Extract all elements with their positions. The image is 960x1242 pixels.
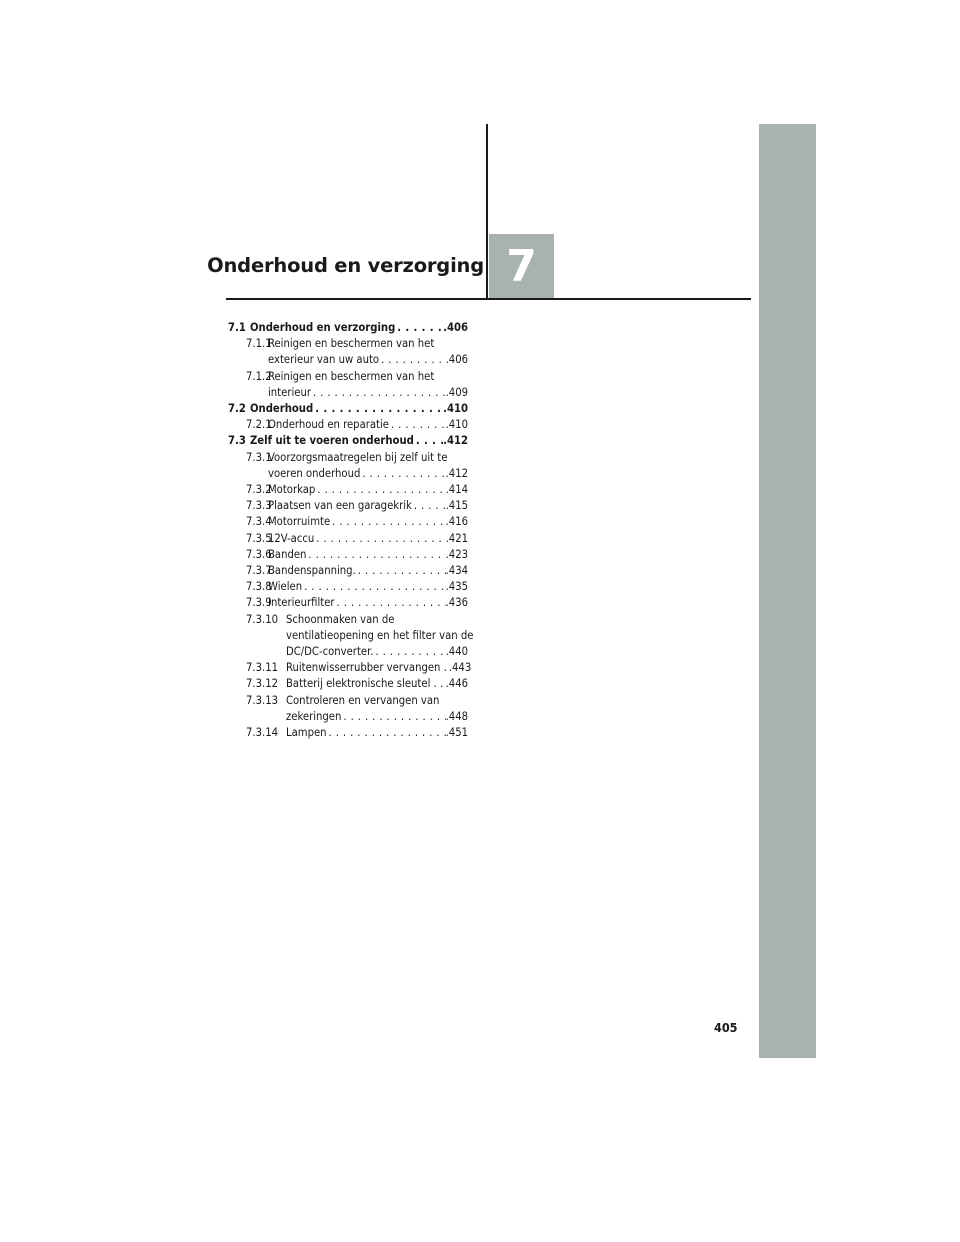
toc-entry-title: Motorkap: [268, 483, 316, 497]
toc-entry-title-line: Voorzorgsmaatregelen bij zelf uit te: [268, 450, 448, 464]
toc-entry-title: Interieurfilter: [268, 596, 335, 610]
toc-entry-number: 7.3.8: [246, 580, 272, 594]
toc-entry[interactable]: [228, 612, 474, 661]
toc-entry-title: exterieur van uw auto: [268, 353, 380, 367]
toc-entry[interactable]: [228, 514, 468, 530]
page-number: 405: [714, 1020, 738, 1035]
toc-entry-number: 7.1: [228, 321, 246, 334]
toc-dot-leader: [389, 417, 446, 433]
toc-entry-title: Plaatsen van een garagekrik: [268, 499, 412, 513]
toc-entry-page: .410: [443, 402, 468, 416]
toc-entry-title: Batterij elektronische sleutel . .: [286, 677, 444, 691]
toc-entry[interactable]: [228, 369, 468, 401]
toc-entry-number: 7.2: [228, 402, 246, 416]
toc-entry-title: Onderhoud en reparatie: [268, 418, 389, 432]
toc-entry-title: voeren onderhoud: [268, 466, 361, 480]
toc-entry[interactable]: [228, 336, 468, 368]
toc-entry-title: Motorruimte: [268, 515, 331, 529]
toc-dot-leader: [302, 579, 446, 595]
toc-entry-page: .414: [445, 483, 468, 497]
toc-entry-page: .410: [445, 418, 468, 432]
toc-entry[interactable]: [228, 482, 468, 498]
toc-entry-number: 7.1.1: [246, 337, 272, 351]
toc-entry[interactable]: [228, 320, 468, 336]
toc-entry-page: .415: [445, 499, 468, 513]
header-vertical-rule: [486, 124, 488, 300]
toc-entry-page: .421: [445, 531, 468, 545]
toc-entry-number: 7.2.1: [246, 418, 272, 432]
toc-dot-leader: [379, 352, 446, 368]
toc-entry-title: Onderhoud: [250, 402, 314, 416]
toc-dot-leader: [314, 531, 445, 547]
toc-entry-page: .412: [445, 466, 468, 480]
toc-entry[interactable]: [228, 725, 468, 741]
toc-entry[interactable]: [228, 693, 468, 725]
toc-entry-number: 7.3.14: [246, 726, 279, 740]
chapter-number-box: [489, 234, 554, 298]
chapter-side-tab: [759, 124, 816, 1058]
toc-dot-leader: [327, 725, 446, 741]
chapter-title: Onderhoud en verzorging: [207, 254, 484, 277]
toc-entry[interactable]: [228, 401, 468, 417]
toc-entry-title-line: Reinigen en beschermen van het: [268, 369, 435, 383]
toc-entry-page: .412: [443, 434, 468, 448]
toc-entry-page: .406: [445, 353, 468, 367]
toc-entry-page: .423: [445, 547, 468, 561]
toc-entry-page: .416: [445, 515, 468, 529]
toc-entry[interactable]: [228, 531, 468, 547]
toc-entry-number: 7.3.5: [246, 531, 272, 545]
toc-entry-title: interieur: [268, 385, 311, 399]
toc-entry[interactable]: [228, 417, 468, 433]
toc-dot-leader: [315, 482, 445, 498]
chapter-number: 7: [506, 240, 537, 292]
toc-entry-title-line: Reinigen en beschermen van het: [268, 337, 435, 351]
header-horizontal-rule: [226, 298, 751, 300]
toc-entry-title: Ruitenwisserrubber vervangen .: [286, 661, 447, 675]
toc-dot-leader: [373, 644, 445, 660]
toc-entry-number: 7.3.2: [246, 483, 272, 497]
toc-entry-number: 7.3.9: [246, 596, 272, 610]
toc-entry-number: 7.3.4: [246, 515, 272, 529]
toc-dot-leader: [356, 563, 446, 579]
toc-entry-title: Zelf uit te voeren onderhoud: [250, 434, 414, 448]
toc-entry-page: .440: [445, 645, 468, 659]
toc-dot-leader: [395, 320, 443, 336]
toc-entry-number: 7.3.3: [246, 499, 272, 513]
toc-entry-title: zekeringen: [286, 709, 342, 723]
toc-entry[interactable]: [228, 595, 468, 611]
toc-entry-page: .434: [445, 564, 468, 578]
toc-entry-page: .436: [445, 596, 468, 610]
toc-entry[interactable]: [228, 498, 468, 514]
toc-entry[interactable]: [228, 450, 468, 482]
toc-entry-number: 7.3.6: [246, 547, 272, 561]
toc-entry[interactable]: [228, 563, 468, 579]
toc-entry-title: Onderhoud en verzorging: [250, 321, 396, 334]
toc-entry-number: 7.1.2: [246, 369, 272, 383]
toc-entry-title: Bandenspanning.: [268, 564, 356, 578]
toc-entry-page: .435: [445, 580, 468, 594]
toc-entry-number: 7.3.10: [246, 612, 279, 626]
toc-dot-leader: [330, 514, 445, 530]
toc-entry-title: DC/DC-converter.: [286, 645, 374, 659]
toc-entry-title-line: Schoonmaken van de: [286, 612, 395, 626]
toc-dot-leader: [341, 709, 445, 725]
toc-entry-page: .451: [445, 726, 468, 740]
toc-entry-page: .409: [445, 385, 468, 399]
toc-entry-title-line: ventilatieopening en het filter van de: [286, 628, 474, 642]
toc-entry-page: .406: [443, 321, 468, 334]
toc-entry[interactable]: [228, 433, 468, 449]
toc-entry-page: .443: [448, 661, 472, 675]
toc-entry-title: Wielen: [268, 580, 303, 594]
toc-entry-title: Banden: [268, 547, 307, 561]
toc-entry-number: 7.3.7: [246, 564, 272, 578]
toc-dot-leader: [311, 385, 446, 401]
toc-dot-leader: [306, 547, 445, 563]
toc-dot-leader: [360, 466, 445, 482]
toc-entry-number: 7.3.1: [246, 450, 272, 464]
toc-dot-leader: [313, 401, 443, 417]
toc-entry-number: 7.3: [228, 434, 246, 448]
toc-dot-leader: [412, 498, 446, 514]
toc-entry-page: .448: [445, 709, 468, 723]
toc-dot-leader: [414, 433, 443, 449]
toc-entry[interactable]: [228, 676, 468, 692]
toc-entry-number: 7.3.12: [246, 677, 279, 691]
toc-dot-leader: [335, 595, 446, 611]
toc-entry-page: .446: [445, 677, 468, 691]
toc-entry[interactable]: [228, 660, 472, 676]
table-of-contents: [228, 320, 474, 741]
toc-entry-title: 12V-accu: [268, 531, 315, 545]
toc-entry[interactable]: [228, 547, 468, 563]
toc-entry-number: 7.3.13: [246, 693, 279, 707]
toc-entry-title-line: Controleren en vervangen van: [286, 693, 440, 707]
toc-entry[interactable]: [228, 579, 468, 595]
toc-entry-title: Lampen: [286, 726, 327, 740]
toc-entry-number: 7.3.11: [246, 661, 279, 675]
